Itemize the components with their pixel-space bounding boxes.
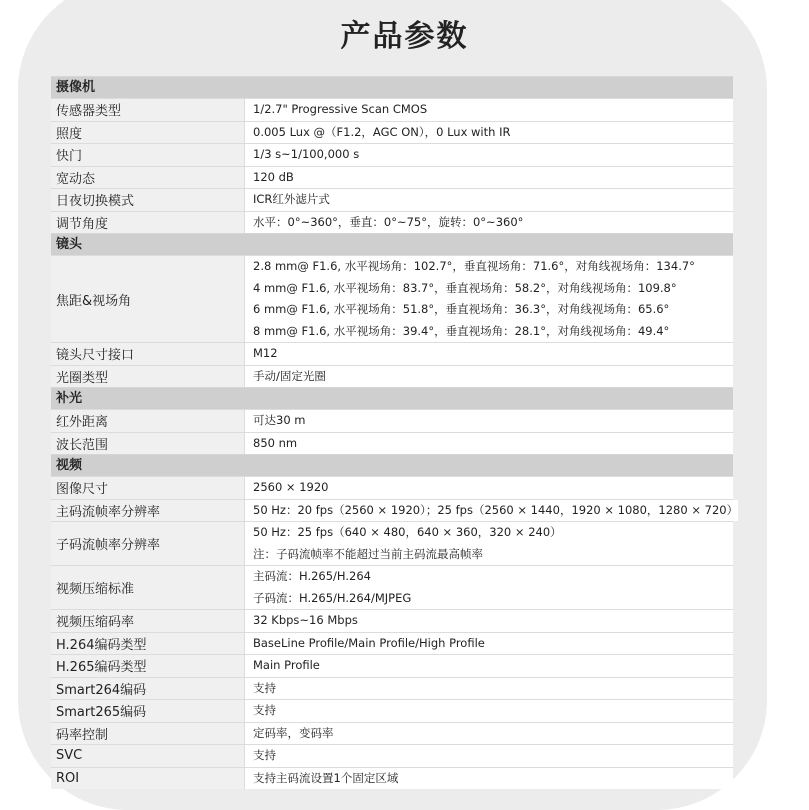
section-header: 摄像机 [51, 76, 733, 98]
spec-label: H.265编码类型 [51, 655, 244, 677]
spec-value [244, 99, 733, 121]
spec-value-line: 50 Hz：20 fps（2560 × 1920）；25 fps（2560 × 1440，1920 × 1080，1280 × 720） [253, 502, 739, 517]
spec-value-line: 8 mm@ F1.6, 水平视场角：39.4°，垂直视场角：28.1°，对角线视场角：49.4° [253, 323, 670, 338]
section-header: 镜头 [51, 233, 733, 255]
spec-value [244, 500, 738, 522]
spec-label: 红外距离 [51, 410, 244, 432]
spec-row [51, 255, 733, 342]
spec-label: 照度 [51, 122, 244, 144]
spec-label: 镜头尺寸接口 [51, 343, 244, 365]
spec-row [51, 767, 733, 790]
spec-value-line: 支持 [253, 680, 276, 695]
spec-value-line: Main Profile [253, 658, 320, 672]
spec-value [244, 366, 733, 388]
spec-value [244, 768, 733, 790]
spec-value-line: 2.8 mm@ F1.6, 水平视场角：102.7°，垂直视场角：71.6°，对角线视场角：134.7° [253, 259, 695, 273]
spec-value [244, 723, 733, 745]
spec-label: 快门 [51, 144, 244, 166]
spec-value-line: 1/3 s~1/100,000 s [253, 147, 360, 161]
spec-value-line: M12 [253, 346, 278, 360]
spec-value [244, 610, 733, 632]
spec-value [244, 633, 733, 655]
spec-row [51, 744, 733, 767]
spec-value [244, 678, 733, 700]
spec-label: 主码流帧率分辨率 [51, 500, 244, 522]
spec-row [51, 565, 733, 609]
spec-row [51, 211, 733, 234]
spec-label: ROI [51, 768, 244, 790]
page-title: 产品参数 [340, 19, 469, 54]
spec-value-line: 子码流：H.265/H.264/MJPEG [253, 590, 412, 605]
spec-value-line: 水平：0°~360°，垂直：0°~75°，旋转：0°~360° [253, 214, 524, 229]
spec-value [244, 212, 733, 234]
spec-label: 传感器类型 [51, 99, 244, 121]
spec-value-line: 可达30 m [253, 413, 306, 427]
section-header: 视频 [51, 454, 733, 476]
spec-label: 光圈类型 [51, 366, 244, 388]
spec-row [51, 722, 733, 745]
spec-row [51, 521, 733, 565]
spec-row [51, 365, 733, 388]
spec-label: H.264编码类型 [51, 633, 244, 655]
spec-label: 视频压缩标准 [51, 566, 244, 609]
spec-label: 调节角度 [51, 212, 244, 234]
spec-value [244, 167, 733, 189]
spec-value-line: 120 dB [253, 169, 294, 184]
spec-label: Smart264编码 [51, 678, 244, 700]
spec-value [244, 700, 733, 722]
spec-value-line: 0.005 Lux @（F1.2，AGC ON），0 Lux with IR [253, 124, 511, 139]
spec-row [51, 409, 733, 432]
spec-row [51, 121, 733, 144]
spec-row [51, 143, 733, 166]
spec-value-line: 2560 × 1920 [253, 480, 329, 494]
spec-value-line: 支持主码流设置1个固定区域 [253, 770, 399, 785]
spec-value-line: 主码流：H.265/H.264 [253, 569, 371, 583]
spec-value [244, 477, 733, 499]
spec-value-line: 注：子码流帧率不能超过当前主码流最高帧率 [253, 546, 483, 561]
spec-value [244, 566, 733, 609]
spec-value-line: 50 Hz：25 fps（640 × 480，640 × 360，320 × 240） [253, 525, 562, 539]
spec-label: 图像尺寸 [51, 477, 244, 499]
spec-label: 视频压缩码率 [51, 610, 244, 632]
spec-row [51, 699, 733, 722]
spec-label: 焦距&视场角 [51, 256, 244, 342]
spec-value-line: 支持 [253, 748, 276, 762]
spec-value [244, 745, 733, 767]
spec-value [244, 410, 733, 432]
spec-table [51, 76, 739, 789]
spec-label: 宽动态 [51, 167, 244, 189]
spec-row [51, 654, 733, 677]
spec-value [244, 256, 733, 342]
spec-row [51, 476, 733, 499]
spec-row [51, 632, 733, 655]
spec-value-line: 32 Kbps~16 Mbps [253, 613, 358, 627]
spec-value-line: 4 mm@ F1.6, 水平视场角：83.7°，垂直视场角：58.2°，对角线视场角：109.8° [253, 280, 677, 295]
spec-row [51, 677, 733, 700]
spec-value [244, 343, 733, 365]
spec-label: Smart265编码 [51, 700, 244, 722]
spec-value-line: BaseLine Profile/Main Profile/High Profile [253, 635, 485, 650]
spec-row [51, 166, 733, 189]
spec-label: 波长范围 [51, 433, 244, 455]
spec-value [244, 122, 733, 144]
spec-value-line: 定码率，变码率 [253, 725, 334, 740]
spec-label: 码率控制 [51, 723, 244, 745]
spec-label: 日夜切换模式 [51, 189, 244, 211]
spec-value [244, 144, 733, 166]
spec-label: SVC [51, 745, 244, 767]
spec-value [244, 189, 733, 211]
section-header: 补光 [51, 387, 733, 409]
spec-row [51, 609, 733, 632]
spec-value-line: 支持 [253, 703, 276, 717]
spec-row [51, 342, 733, 365]
spec-value-line: 1/2.7" Progressive Scan CMOS [253, 102, 428, 116]
spec-value-line: 手动/固定光圈 [253, 368, 326, 383]
spec-value-line: 6 mm@ F1.6, 水平视场角：51.8°，垂直视场角：36.3°，对角线视场角：65.6° [253, 302, 670, 316]
spec-row [51, 188, 733, 211]
spec-row [51, 432, 733, 455]
spec-label: 子码流帧率分辨率 [51, 522, 244, 565]
spec-value-line: 850 nm [253, 435, 298, 450]
spec-value [244, 655, 733, 677]
spec-value [244, 522, 733, 565]
spec-row [51, 98, 733, 121]
spec-row [51, 499, 739, 522]
spec-value-line: ICR红外滤片式 [253, 192, 330, 206]
spec-value [244, 433, 733, 455]
